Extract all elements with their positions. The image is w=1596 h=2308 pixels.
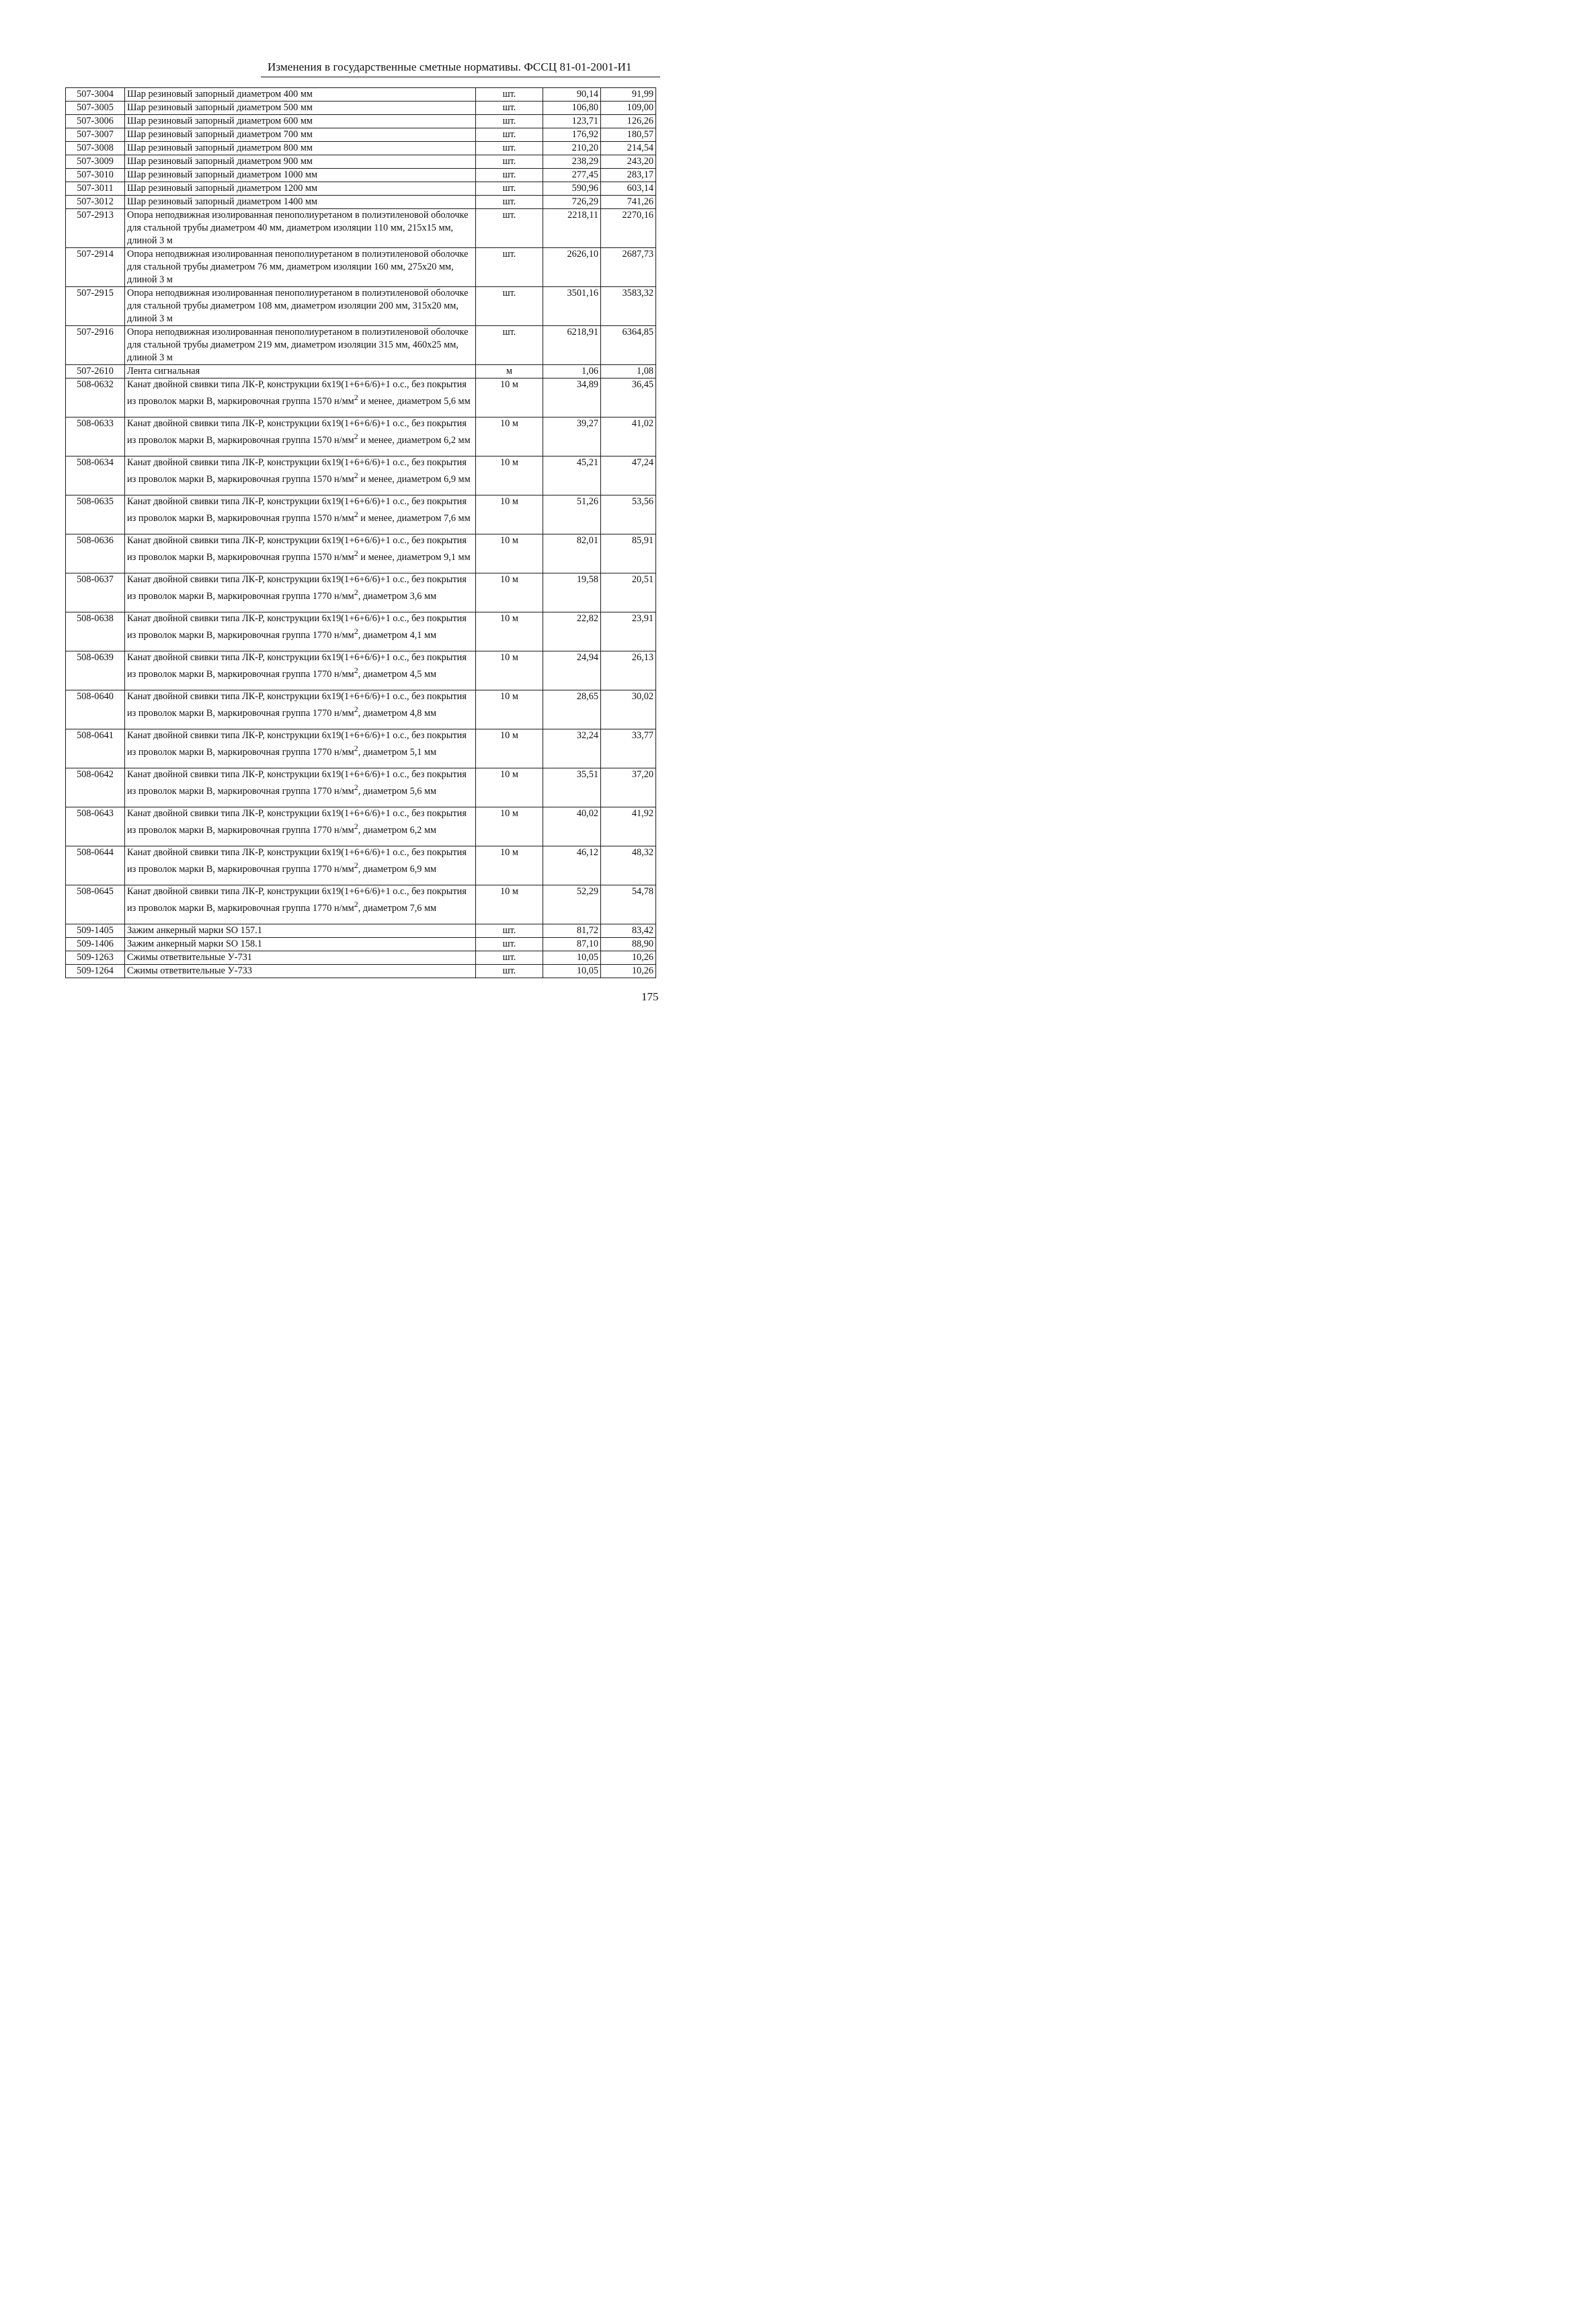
row-price-2: 243,20 (601, 155, 656, 169)
row-code: 507-3009 (66, 155, 125, 169)
row-unit: 10 м (476, 846, 543, 885)
row-name-text-end: и менее, диаметром 6,2 мм (358, 434, 471, 446)
row-price-1: 590,96 (543, 182, 601, 196)
row-price-2: 2687,73 (601, 248, 656, 287)
row-code: 508-0633 (66, 417, 125, 456)
table-row (66, 88, 656, 102)
row-code: 508-0637 (66, 573, 125, 612)
row-price-1: 6218,91 (543, 326, 601, 365)
row-code: 508-0632 (66, 379, 125, 417)
row-unit: 10 м (476, 417, 543, 456)
row-unit: шт. (476, 88, 543, 102)
row-name: Шар резиновый запорный диаметром 1400 мм (125, 196, 476, 209)
row-name-text: Канат двойной свивки типа ЛК-Р, конструкции 6x19(1+6+6/6)+1 о.с., без покрытия из проволок марки В, маркировочная группа 1770 н/мм (127, 574, 467, 602)
row-unit: 10 м (476, 456, 543, 495)
row-unit: шт. (476, 128, 543, 142)
row-code: 509-1406 (66, 938, 125, 951)
row-name (125, 690, 476, 729)
row-name-text-end: и менее, диаметром 7,6 мм (358, 512, 471, 524)
row-code: 507-2913 (66, 209, 125, 248)
table-row (66, 612, 656, 651)
row-name: Сжимы ответвительные У-733 (125, 965, 476, 978)
row-unit: шт. (476, 142, 543, 155)
row-unit: 10 м (476, 729, 543, 768)
row-code: 507-3007 (66, 128, 125, 142)
row-code: 508-0634 (66, 456, 125, 495)
row-unit: 10 м (476, 807, 543, 846)
table-row (66, 768, 656, 807)
row-price-1: 10,05 (543, 965, 601, 978)
row-unit: 10 м (476, 885, 543, 924)
row-name (125, 651, 476, 690)
row-name (125, 534, 476, 573)
row-name (125, 846, 476, 885)
row-price-1: 34,89 (543, 379, 601, 417)
row-name: Шар резиновый запорный диаметром 1000 мм (125, 169, 476, 182)
row-name-text-end: , диаметром 4,8 мм (358, 707, 437, 719)
table-row (66, 287, 656, 326)
row-unit: шт. (476, 169, 543, 182)
row-unit: 10 м (476, 534, 543, 573)
row-price-2: 126,26 (601, 115, 656, 128)
row-price-1: 2218,11 (543, 209, 601, 248)
table-row (66, 417, 656, 456)
row-price-2: 10,26 (601, 951, 656, 965)
table-row (66, 102, 656, 115)
row-name-superscript: 2 (354, 744, 358, 753)
table-row (66, 938, 656, 951)
row-unit: шт. (476, 938, 543, 951)
row-unit: шт. (476, 965, 543, 978)
row-name-text: Канат двойной свивки типа ЛК-Р, конструкции 6x19(1+6+6/6)+1 о.с., без покрытия из проволок марки В, маркировочная группа 1570 н/мм (127, 418, 467, 446)
row-price-2: 48,32 (601, 846, 656, 885)
row-price-2: 1,08 (601, 365, 656, 379)
row-code: 507-3006 (66, 115, 125, 128)
row-price-1: 39,27 (543, 417, 601, 456)
row-price-1: 3501,16 (543, 287, 601, 326)
page-header-title: Изменения в государственные сметные нормативы. ФССЦ 81-01-2001-И1 (268, 61, 632, 73)
price-table (65, 87, 656, 978)
row-name-text: Канат двойной свивки типа ЛК-Р, конструкции 6x19(1+6+6/6)+1 о.с., без покрытия из проволок марки В, маркировочная группа 1770 н/мм (127, 886, 467, 914)
table-row (66, 456, 656, 495)
row-price-1: 24,94 (543, 651, 601, 690)
row-price-2: 283,17 (601, 169, 656, 182)
row-code: 507-3005 (66, 102, 125, 115)
row-price-1: 45,21 (543, 456, 601, 495)
row-name: Опора неподвижная изолированная пенополиуретаном в полиэтиленовой оболочке для стальной трубы диаметром 219 мм, диаметром изоляции 315 мм, 460x25 мм, длиной 3 м (125, 326, 476, 365)
row-code: 507-2915 (66, 287, 125, 326)
row-price-1: 82,01 (543, 534, 601, 573)
row-price-1: 35,51 (543, 768, 601, 807)
row-code: 508-0643 (66, 807, 125, 846)
row-name: Сжимы ответвительные У-731 (125, 951, 476, 965)
row-unit: шт. (476, 951, 543, 965)
row-name-superscript: 2 (354, 783, 358, 792)
row-price-1: 28,65 (543, 690, 601, 729)
row-name-text: Канат двойной свивки типа ЛК-Р, конструкции 6x19(1+6+6/6)+1 о.с., без покрытия из проволок марки В, маркировочная группа 1770 н/мм (127, 847, 467, 875)
row-unit: шт. (476, 155, 543, 169)
row-code: 508-0640 (66, 690, 125, 729)
row-name-superscript: 2 (354, 510, 358, 519)
row-name: Шар резиновый запорный диаметром 400 мм (125, 88, 476, 102)
row-price-1: 10,05 (543, 951, 601, 965)
row-unit: шт. (476, 115, 543, 128)
row-price-2: 36,45 (601, 379, 656, 417)
row-price-1: 46,12 (543, 846, 601, 885)
table-row (66, 115, 656, 128)
row-code: 509-1263 (66, 951, 125, 965)
row-price-2: 30,02 (601, 690, 656, 729)
row-name-superscript: 2 (354, 900, 358, 909)
row-code: 507-2610 (66, 365, 125, 379)
row-code: 509-1405 (66, 924, 125, 938)
table-row (66, 965, 656, 978)
row-name: Опора неподвижная изолированная пенополиуретаном в полиэтиленовой оболочке для стальной трубы диаметром 76 мм, диаметром изоляции 160 мм, 275x20 мм, длиной 3 м (125, 248, 476, 287)
row-price-1: 2626,10 (543, 248, 601, 287)
row-price-2: 20,51 (601, 573, 656, 612)
table-row (66, 573, 656, 612)
row-unit: шт. (476, 209, 543, 248)
row-unit: шт. (476, 287, 543, 326)
row-price-2: 53,56 (601, 495, 656, 534)
row-price-1: 210,20 (543, 142, 601, 155)
row-price-1: 51,26 (543, 495, 601, 534)
row-name-superscript: 2 (354, 471, 358, 480)
row-price-2: 10,26 (601, 965, 656, 978)
row-name-superscript: 2 (354, 393, 358, 402)
row-unit: 10 м (476, 690, 543, 729)
row-name-text: Канат двойной свивки типа ЛК-Р, конструкции 6x19(1+6+6/6)+1 о.с., без покрытия из проволок марки В, маркировочная группа 1770 н/мм (127, 613, 467, 641)
row-name: Опора неподвижная изолированная пенополиуретаном в полиэтиленовой оболочке для стальной трубы диаметром 40 мм, диаметром изоляции 110 мм, 215x15 мм, длиной 3 м (125, 209, 476, 248)
row-code: 507-3012 (66, 196, 125, 209)
row-price-2: 33,77 (601, 729, 656, 768)
row-price-2: 3583,32 (601, 287, 656, 326)
row-price-2: 37,20 (601, 768, 656, 807)
table-row (66, 248, 656, 287)
row-unit: шт. (476, 182, 543, 196)
row-name-superscript: 2 (354, 627, 358, 636)
row-name-text: Канат двойной свивки типа ЛК-Р, конструкции 6x19(1+6+6/6)+1 о.с., без покрытия из проволок марки В, маркировочная группа 1770 н/мм (127, 769, 467, 797)
row-name: Зажим анкерный марки SO 157.1 (125, 924, 476, 938)
row-name-text-end: , диаметром 4,5 мм (358, 668, 437, 680)
table-row (66, 846, 656, 885)
table-row (66, 128, 656, 142)
row-name (125, 495, 476, 534)
row-name-text: Канат двойной свивки типа ЛК-Р, конструкции 6x19(1+6+6/6)+1 о.с., без покрытия из проволок марки В, маркировочная группа 1770 н/мм (127, 808, 467, 836)
row-name (125, 768, 476, 807)
row-price-2: 6364,85 (601, 326, 656, 365)
table-row (66, 924, 656, 938)
table-row (66, 182, 656, 196)
row-code: 507-3004 (66, 88, 125, 102)
row-unit: м (476, 365, 543, 379)
row-name (125, 729, 476, 768)
row-price-2: 214,54 (601, 142, 656, 155)
row-name: Опора неподвижная изолированная пенополиуретаном в полиэтиленовой оболочке для стальной трубы диаметром 108 мм, диаметром изоляции 200 мм, 315x20 мм, длиной 3 м (125, 287, 476, 326)
row-price-1: 40,02 (543, 807, 601, 846)
row-name-text: Канат двойной свивки типа ЛК-Р, конструкции 6x19(1+6+6/6)+1 о.с., без покрытия из проволок марки В, маркировочная группа 1570 н/мм (127, 379, 467, 407)
row-price-1: 238,29 (543, 155, 601, 169)
row-name (125, 612, 476, 651)
row-price-2: 47,24 (601, 456, 656, 495)
row-name-text: Канат двойной свивки типа ЛК-Р, конструкции 6x19(1+6+6/6)+1 о.с., без покрытия из проволок марки В, маркировочная группа 1570 н/мм (127, 496, 467, 524)
row-price-2: 741,26 (601, 196, 656, 209)
row-code: 507-2916 (66, 326, 125, 365)
row-code: 508-0641 (66, 729, 125, 768)
row-name (125, 885, 476, 924)
row-name-text-end: , диаметром 6,2 мм (358, 824, 437, 836)
row-name (125, 573, 476, 612)
row-price-1: 22,82 (543, 612, 601, 651)
table-row (66, 142, 656, 155)
row-name-superscript: 2 (354, 822, 358, 831)
row-code: 507-2914 (66, 248, 125, 287)
row-name-superscript: 2 (354, 432, 358, 441)
row-code: 508-0645 (66, 885, 125, 924)
table-row (66, 951, 656, 965)
table-row (66, 379, 656, 417)
row-unit: шт. (476, 248, 543, 287)
row-name-text-end: и менее, диаметром 6,9 мм (358, 473, 471, 485)
row-unit: 10 м (476, 612, 543, 651)
row-name (125, 379, 476, 417)
row-code: 509-1264 (66, 965, 125, 978)
row-price-1: 123,71 (543, 115, 601, 128)
row-price-1: 277,45 (543, 169, 601, 182)
row-price-2: 23,91 (601, 612, 656, 651)
row-code: 508-0642 (66, 768, 125, 807)
row-code: 507-3011 (66, 182, 125, 196)
row-unit: шт. (476, 102, 543, 115)
row-price-2: 88,90 (601, 938, 656, 951)
row-unit: шт. (476, 326, 543, 365)
row-code: 508-0644 (66, 846, 125, 885)
row-name-text-end: , диаметром 6,9 мм (358, 863, 437, 875)
row-name-text: Канат двойной свивки типа ЛК-Р, конструкции 6x19(1+6+6/6)+1 о.с., без покрытия из проволок марки В, маркировочная группа 1770 н/мм (127, 652, 467, 680)
row-price-2: 85,91 (601, 534, 656, 573)
row-unit: 10 м (476, 651, 543, 690)
table-row (66, 534, 656, 573)
row-price-2: 2270,16 (601, 209, 656, 248)
row-name (125, 807, 476, 846)
row-name-text: Канат двойной свивки типа ЛК-Р, конструкции 6x19(1+6+6/6)+1 о.с., без покрытия из проволок марки В, маркировочная группа 1570 н/мм (127, 535, 467, 563)
row-name-superscript: 2 (354, 861, 358, 870)
row-name (125, 417, 476, 456)
row-unit: 10 м (476, 379, 543, 417)
row-unit: 10 м (476, 768, 543, 807)
row-price-2: 54,78 (601, 885, 656, 924)
row-name-superscript: 2 (354, 549, 358, 558)
row-code: 508-0636 (66, 534, 125, 573)
row-name: Шар резиновый запорный диаметром 600 мм (125, 115, 476, 128)
table-row (66, 209, 656, 248)
row-name-text: Канат двойной свивки типа ЛК-Р, конструкции 6x19(1+6+6/6)+1 о.с., без покрытия из проволок марки В, маркировочная группа 1570 н/мм (127, 457, 467, 485)
table-row (66, 729, 656, 768)
row-price-2: 180,57 (601, 128, 656, 142)
row-price-2: 41,02 (601, 417, 656, 456)
row-unit: 10 м (476, 573, 543, 612)
row-name-text-end: , диаметром 5,1 мм (358, 746, 437, 758)
row-unit: шт. (476, 196, 543, 209)
table-row (66, 885, 656, 924)
row-code: 508-0639 (66, 651, 125, 690)
row-price-1: 176,92 (543, 128, 601, 142)
table-row (66, 155, 656, 169)
row-price-1: 81,72 (543, 924, 601, 938)
row-price-2: 83,42 (601, 924, 656, 938)
row-price-2: 109,00 (601, 102, 656, 115)
row-name: Зажим анкерный марки SO 158.1 (125, 938, 476, 951)
row-price-1: 90,14 (543, 88, 601, 102)
row-name: Шар резиновый запорный диаметром 900 мм (125, 155, 476, 169)
row-name-text-end: и менее, диаметром 9,1 мм (358, 551, 471, 563)
table-row (66, 690, 656, 729)
row-code: 507-3008 (66, 142, 125, 155)
table-row (66, 196, 656, 209)
row-code: 507-3010 (66, 169, 125, 182)
row-name: Шар резиновый запорный диаметром 1200 мм (125, 182, 476, 196)
row-unit: 10 м (476, 495, 543, 534)
row-name-text: Канат двойной свивки типа ЛК-Р, конструкции 6x19(1+6+6/6)+1 о.с., без покрытия из проволок марки В, маркировочная группа 1770 н/мм (127, 691, 467, 719)
row-price-2: 41,92 (601, 807, 656, 846)
row-unit: шт. (476, 924, 543, 938)
row-price-1: 19,58 (543, 573, 601, 612)
row-price-1: 726,29 (543, 196, 601, 209)
table-row (66, 495, 656, 534)
row-price-1: 52,29 (543, 885, 601, 924)
row-name-superscript: 2 (354, 705, 358, 714)
row-price-2: 603,14 (601, 182, 656, 196)
row-name-text: Канат двойной свивки типа ЛК-Р, конструкции 6x19(1+6+6/6)+1 о.с., без покрытия из проволок марки В, маркировочная группа 1770 н/мм (127, 730, 467, 758)
row-name: Шар резиновый запорный диаметром 800 мм (125, 142, 476, 155)
row-name-text-end: и менее, диаметром 5,6 мм (358, 395, 471, 407)
row-price-1: 87,10 (543, 938, 601, 951)
row-price-2: 26,13 (601, 651, 656, 690)
table-row (66, 169, 656, 182)
row-name (125, 456, 476, 495)
table-row (66, 651, 656, 690)
table-row (66, 807, 656, 846)
row-name: Шар резиновый запорный диаметром 500 мм (125, 102, 476, 115)
row-name: Шар резиновый запорный диаметром 700 мм (125, 128, 476, 142)
row-price-1: 1,06 (543, 365, 601, 379)
row-name-text-end: , диаметром 4,1 мм (358, 629, 437, 641)
table-row (66, 365, 656, 379)
row-name-text-end: , диаметром 5,6 мм (358, 785, 437, 797)
row-name-text-end: , диаметром 7,6 мм (358, 902, 437, 914)
row-name-text-end: , диаметром 3,6 мм (358, 590, 437, 602)
row-name-superscript: 2 (354, 588, 358, 597)
row-price-1: 32,24 (543, 729, 601, 768)
row-name-superscript: 2 (354, 666, 358, 675)
row-code: 508-0638 (66, 612, 125, 651)
row-name: Лента сигнальная (125, 365, 476, 379)
row-price-2: 91,99 (601, 88, 656, 102)
table-row (66, 326, 656, 365)
row-code: 508-0635 (66, 495, 125, 534)
page-number: 175 (641, 990, 659, 1003)
row-price-1: 106,80 (543, 102, 601, 115)
